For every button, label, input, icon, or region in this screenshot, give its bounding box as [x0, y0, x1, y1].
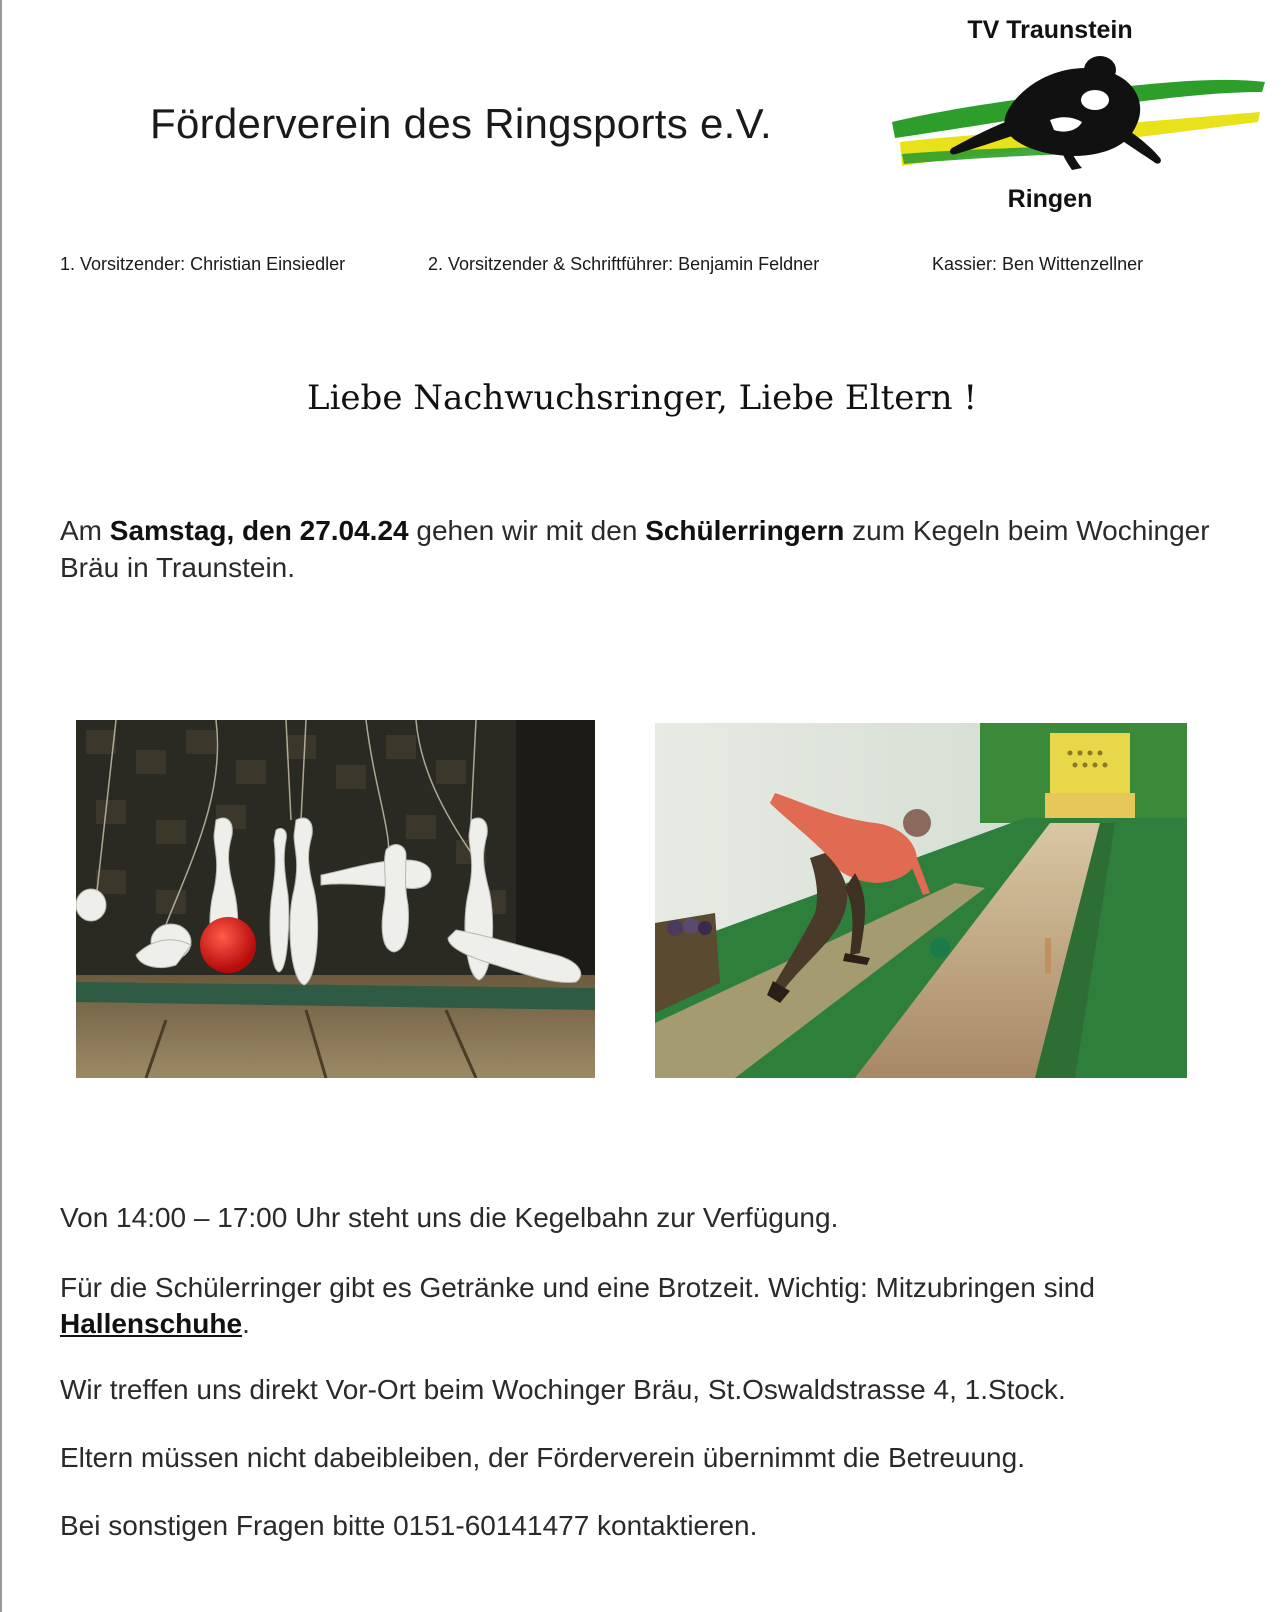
- logo-bottom-text: Ringen: [1007, 185, 1093, 213]
- food-text-end: .: [242, 1308, 250, 1339]
- second-chair: 2. Vorsitzender & Schriftführer: Benjamin Feldner: [428, 254, 820, 274]
- event-date: Samstag, den 27.04.24: [109, 515, 409, 546]
- food-paragraph: [60, 1270, 1230, 1342]
- club-logo: [890, 10, 1270, 225]
- treasurer: Kassier: Ben Wittenzellner: [932, 254, 1144, 274]
- first-chair: 1. Vorsitzender: Christian Einsiedler: [60, 254, 346, 274]
- parents-paragraph: Eltern müssen nicht dabeibleiben, der Förderverein übernimmt die Betreuung.: [60, 1442, 1025, 1473]
- intro-text-3: zum Kegeln beim Wochinger Bräu in Traunstein.: [60, 515, 1210, 583]
- bowler-photo: [655, 723, 1187, 1078]
- intro-text-1: Am: [60, 515, 110, 546]
- contact-paragraph: Bei sonstigen Fragen bitte 0151-60141477 kontaktieren.: [60, 1510, 758, 1541]
- page-edge: [0, 0, 2, 1612]
- intro-text-2: gehen wir mit den: [408, 515, 646, 546]
- wrestlers-emblem-icon: [890, 50, 1270, 180]
- greeting-heading: Liebe Nachwuchsringer, Liebe Eltern !: [306, 378, 978, 418]
- group-name: Schülerringern: [645, 515, 845, 546]
- meeting-paragraph: Wir treffen uns direkt Vor-Ort beim Wochinger Bräu, St.Oswaldstrasse 4, 1.Stock.: [60, 1374, 1066, 1405]
- time-paragraph: Von 14:00 – 17:00 Uhr steht uns die Kegelbahn zur Verfügung.: [60, 1202, 839, 1233]
- food-text: Für die Schülerringer gibt es Getränke und eine Brotzeit. Wichtig: Mitzubringen sind: [60, 1272, 1095, 1303]
- org-title: Förderverein des Ringsports e.V.: [150, 100, 773, 147]
- bowling-pins-photo: [76, 720, 595, 1078]
- intro-paragraph: [60, 512, 1220, 586]
- hallenschuhe-emphasis: Hallenschuhe: [60, 1308, 243, 1339]
- logo-top-text: TV Traunstein: [967, 16, 1133, 44]
